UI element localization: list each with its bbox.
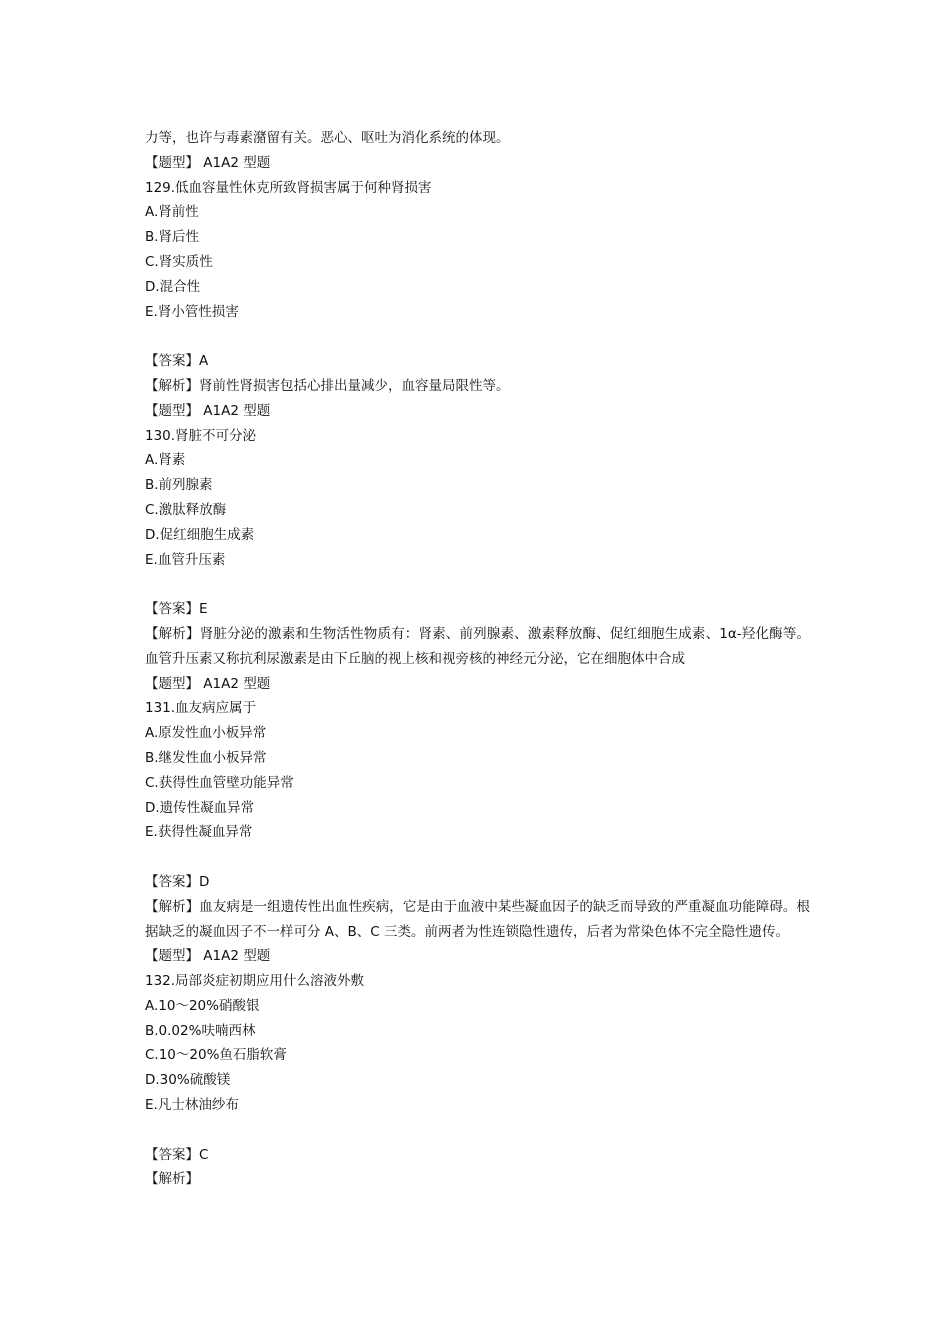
spacer bbox=[145, 845, 810, 870]
option-e: E.血管升压素 bbox=[145, 551, 226, 568]
question-type: 【题型】 A1A2 型题 bbox=[145, 154, 271, 171]
answer: 【答案】D bbox=[145, 873, 210, 890]
answer: 【答案】E bbox=[145, 601, 208, 618]
option-b: B.肾后性 bbox=[145, 229, 200, 246]
question-stem: 132.局部炎症初期应用什么溶液外敷 bbox=[145, 973, 365, 990]
option-d: D.遗传性凝血异常 bbox=[145, 799, 255, 816]
option-c: C.激肽释放酶 bbox=[145, 501, 227, 518]
question-block bbox=[145, 672, 810, 945]
question-block bbox=[145, 399, 810, 672]
answer: 【答案】A bbox=[145, 353, 209, 370]
option-a: A.10～20%硝酸银 bbox=[145, 997, 260, 1014]
analysis: 【解析】肾前性肾损害包括心排出量减少，血容量局限性等。 bbox=[145, 377, 510, 394]
option-c: C.肾实质性 bbox=[145, 253, 213, 270]
question-type: 【题型】 A1A2 型题 bbox=[145, 675, 271, 692]
question-type: 【题型】 A1A2 型题 bbox=[145, 948, 271, 965]
spacer bbox=[145, 572, 810, 597]
option-b: B.0.02%呋喃西林 bbox=[145, 1022, 256, 1039]
question-type: 【题型】 A1A2 型题 bbox=[145, 402, 271, 419]
spacer bbox=[145, 1118, 810, 1143]
spacer bbox=[145, 324, 810, 349]
option-d: D.促红细胞生成素 bbox=[145, 526, 255, 543]
option-b: B.继发性血小板异常 bbox=[145, 749, 267, 766]
option-d: D.30%硫酸镁 bbox=[145, 1072, 231, 1089]
question-block bbox=[145, 944, 810, 1192]
intro-line: 力等，也许与毒素潴留有关。恶心、呕吐为消化系统的体现。 bbox=[145, 130, 510, 146]
analysis: 【解析】肾脏分泌的激素和生物活性物质有：肾素、前列腺素、激素释放酶、促红细胞生成素、1α-羟化酶等。血管升压素又称抗利尿激素是由下丘脑的视上核和视旁核的神经元分泌，它在细胞体中合成 bbox=[145, 625, 810, 667]
option-e: E.凡士林油纱布 bbox=[145, 1097, 239, 1114]
question-block bbox=[145, 151, 810, 399]
question-stem: 129.低血容量性休克所致肾损害属于何种肾损害 bbox=[145, 179, 432, 196]
document-page bbox=[145, 126, 810, 1192]
option-b: B.前列腺素 bbox=[145, 477, 213, 494]
option-d: D.混合性 bbox=[145, 278, 201, 295]
analysis: 【解析】 bbox=[145, 1171, 199, 1188]
analysis: 【解析】血友病是一组遗传性出血性疾病，它是由于血液中某些凝血因子的缺乏而导致的严重凝血功能障碍。根据缺乏的凝血因子不一样可分 A、B、C 三类。前两者为性连锁隐性遗传，后者为常染色体不完全隐性遗传。 bbox=[145, 898, 810, 940]
option-c: C.获得性血管壁功能异常 bbox=[145, 774, 294, 791]
option-c: C.10～20%鱼石脂软膏 bbox=[145, 1047, 287, 1064]
question-stem: 130.肾脏不可分泌 bbox=[145, 427, 257, 444]
option-e: E.肾小管性损害 bbox=[145, 303, 239, 320]
question-stem: 131.血友病应属于 bbox=[145, 700, 257, 717]
option-e: E.获得性凝血异常 bbox=[145, 824, 253, 841]
option-a: A.原发性血小板异常 bbox=[145, 725, 267, 742]
answer: 【答案】C bbox=[145, 1146, 209, 1163]
option-a: A.肾素 bbox=[145, 452, 186, 469]
option-a: A.肾前性 bbox=[145, 204, 199, 221]
